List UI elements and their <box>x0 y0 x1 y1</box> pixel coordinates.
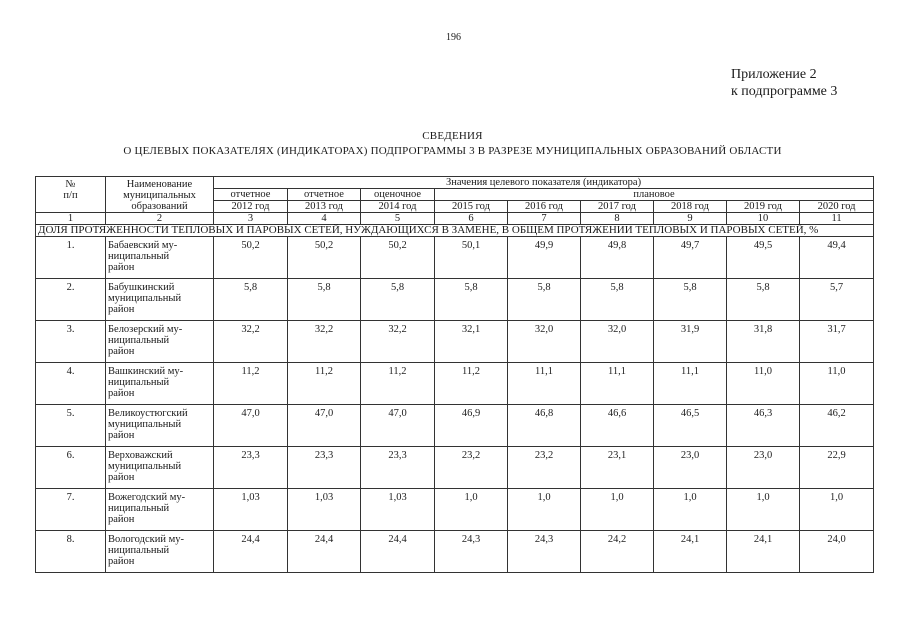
indicator-value: 24,4 <box>361 531 435 573</box>
indicator-value: 32,2 <box>361 321 435 363</box>
column-number: 6 <box>435 213 508 225</box>
section-title: ДОЛЯ ПРОТЯЖЕННОСТИ ТЕПЛОВЫХ И ПАРОВЫХ СЕТЕЙ, НУЖДАЮЩИХСЯ В ЗАМЕНЕ, В ОБЩЕМ ПРОТЯЖЕНИИ ТЕПЛОВЫХ И ПАРОВЫХ СЕТЕЙ, % <box>36 225 874 237</box>
indicator-value: 11,1 <box>581 363 654 405</box>
table-row <box>36 363 874 405</box>
indicators-table <box>35 176 874 573</box>
indicator-value: 1,03 <box>214 489 288 531</box>
indicator-value: 24,0 <box>800 531 874 573</box>
row-number: 4. <box>36 363 106 405</box>
header-year: 2013 год <box>288 201 361 213</box>
municipality-name: Вашкинский му- ниципальный район <box>106 363 214 405</box>
column-number: 7 <box>508 213 581 225</box>
table-row <box>36 321 874 363</box>
indicator-value: 5,8 <box>361 279 435 321</box>
indicator-value: 24,1 <box>654 531 727 573</box>
indicator-value: 32,0 <box>508 321 581 363</box>
indicator-value: 46,5 <box>654 405 727 447</box>
header-year: 2015 год <box>435 201 508 213</box>
indicator-value: 11,1 <box>508 363 581 405</box>
indicator-value: 1,03 <box>361 489 435 531</box>
column-numbers-row <box>36 213 874 225</box>
municipality-name: Белозерский му- ниципальный район <box>106 321 214 363</box>
indicator-value: 11,2 <box>435 363 508 405</box>
row-number: 3. <box>36 321 106 363</box>
indicator-value: 50,2 <box>361 237 435 279</box>
header-year: 2014 год <box>361 201 435 213</box>
indicator-value: 50,2 <box>288 237 361 279</box>
indicator-value: 46,2 <box>800 405 874 447</box>
indicator-value: 5,8 <box>727 279 800 321</box>
row-number: 2. <box>36 279 106 321</box>
indicator-value: 5,8 <box>435 279 508 321</box>
row-number: 5. <box>36 405 106 447</box>
section-row <box>36 225 874 237</box>
indicator-value: 32,0 <box>581 321 654 363</box>
municipality-name: Великоустюгский муниципальный район <box>106 405 214 447</box>
header-num: № п/п <box>36 177 106 213</box>
indicator-value: 49,4 <box>800 237 874 279</box>
municipality-name: Вологодский му- ниципальный район <box>106 531 214 573</box>
header-group-planned: плановое <box>435 189 874 201</box>
header-values-title: Значения целевого показателя (индикатора) <box>214 177 874 189</box>
indicator-value: 50,1 <box>435 237 508 279</box>
column-number: 3 <box>214 213 288 225</box>
indicator-value: 49,5 <box>727 237 800 279</box>
indicator-value: 11,2 <box>361 363 435 405</box>
indicator-value: 11,1 <box>654 363 727 405</box>
header-year: 2019 год <box>727 201 800 213</box>
header-year: 2012 год <box>214 201 288 213</box>
municipality-name: Вожегодский му- ниципальный район <box>106 489 214 531</box>
indicator-value: 11,2 <box>288 363 361 405</box>
row-number: 8. <box>36 531 106 573</box>
indicator-value: 11,0 <box>800 363 874 405</box>
row-number: 1. <box>36 237 106 279</box>
document-subtitle: О ЦЕЛЕВЫХ ПОКАЗАТЕЛЯХ (ИНДИКАТОРАХ) ПОДПРОГРАММЫ 3 В РАЗРЕЗЕ МУНИЦИПАЛЬНЫХ ОБРАЗОВАНИЙ ОБЛАСТИ <box>123 145 782 157</box>
header-group-reported-1: отчетное <box>214 189 288 201</box>
table-row <box>36 405 874 447</box>
indicator-value: 23,3 <box>361 447 435 489</box>
municipality-name: Бабаевский му- ниципальный район <box>106 237 214 279</box>
indicator-value: 23,0 <box>727 447 800 489</box>
indicator-value: 1,0 <box>727 489 800 531</box>
header-name: Наименование муниципальных образований <box>106 177 214 213</box>
row-number: 7. <box>36 489 106 531</box>
column-number: 1 <box>36 213 106 225</box>
indicator-value: 31,7 <box>800 321 874 363</box>
indicator-value: 49,7 <box>654 237 727 279</box>
indicator-value: 23,2 <box>508 447 581 489</box>
indicator-value: 49,9 <box>508 237 581 279</box>
appendix-line-1: Приложение 2 <box>731 67 817 82</box>
indicator-value: 24,2 <box>581 531 654 573</box>
appendix-line-2: к подпрограмме 3 <box>731 84 838 99</box>
indicator-value: 24,4 <box>288 531 361 573</box>
indicator-value: 24,3 <box>508 531 581 573</box>
header-year: 2016 год <box>508 201 581 213</box>
table-row <box>36 531 874 573</box>
indicator-value: 31,9 <box>654 321 727 363</box>
indicator-value: 50,2 <box>214 237 288 279</box>
column-number: 8 <box>581 213 654 225</box>
indicator-value: 24,1 <box>727 531 800 573</box>
indicator-value: 24,4 <box>214 531 288 573</box>
indicator-value: 46,3 <box>727 405 800 447</box>
header-group-estimated: оценочное <box>361 189 435 201</box>
table-row <box>36 447 874 489</box>
indicator-value: 1,0 <box>435 489 508 531</box>
municipality-name: Бабушкинский муниципальный район <box>106 279 214 321</box>
indicator-value: 1,0 <box>508 489 581 531</box>
indicator-value: 46,6 <box>581 405 654 447</box>
column-number: 9 <box>654 213 727 225</box>
indicator-value: 5,8 <box>288 279 361 321</box>
indicator-value: 5,8 <box>654 279 727 321</box>
municipality-name: Верховажский муниципальный район <box>106 447 214 489</box>
header-year: 2018 год <box>654 201 727 213</box>
indicator-value: 31,8 <box>727 321 800 363</box>
indicator-value: 22,9 <box>800 447 874 489</box>
indicator-value: 46,9 <box>435 405 508 447</box>
column-number: 10 <box>727 213 800 225</box>
indicator-value: 1,0 <box>800 489 874 531</box>
indicator-value: 23,3 <box>214 447 288 489</box>
indicator-value: 23,3 <box>288 447 361 489</box>
header-group-reported-2: отчетное <box>288 189 361 201</box>
row-number: 6. <box>36 447 106 489</box>
table-row <box>36 489 874 531</box>
indicator-value: 5,8 <box>214 279 288 321</box>
indicator-value: 11,0 <box>727 363 800 405</box>
indicator-value: 24,3 <box>435 531 508 573</box>
column-number: 11 <box>800 213 874 225</box>
indicator-value: 32,2 <box>288 321 361 363</box>
table-row <box>36 279 874 321</box>
indicator-value: 5,7 <box>800 279 874 321</box>
header-row-1 <box>36 177 874 189</box>
indicator-value: 23,2 <box>435 447 508 489</box>
indicator-value: 47,0 <box>361 405 435 447</box>
header-year: 2017 год <box>581 201 654 213</box>
appendix-label <box>731 66 837 100</box>
indicator-value: 5,8 <box>581 279 654 321</box>
column-number: 4 <box>288 213 361 225</box>
indicator-value: 32,1 <box>435 321 508 363</box>
document-title: СВЕДЕНИЯ <box>422 130 483 142</box>
indicator-value: 47,0 <box>214 405 288 447</box>
indicator-value: 5,8 <box>508 279 581 321</box>
indicator-value: 1,0 <box>654 489 727 531</box>
header-year: 2020 год <box>800 201 874 213</box>
page-number: 196 <box>446 32 461 43</box>
indicator-value: 11,2 <box>214 363 288 405</box>
indicator-value: 46,8 <box>508 405 581 447</box>
indicator-value: 23,1 <box>581 447 654 489</box>
column-number: 5 <box>361 213 435 225</box>
indicator-value: 32,2 <box>214 321 288 363</box>
table-row <box>36 237 874 279</box>
indicator-value: 1,0 <box>581 489 654 531</box>
indicator-value: 49,8 <box>581 237 654 279</box>
column-number: 2 <box>106 213 214 225</box>
indicator-value: 47,0 <box>288 405 361 447</box>
indicator-value: 1,03 <box>288 489 361 531</box>
indicator-value: 23,0 <box>654 447 727 489</box>
